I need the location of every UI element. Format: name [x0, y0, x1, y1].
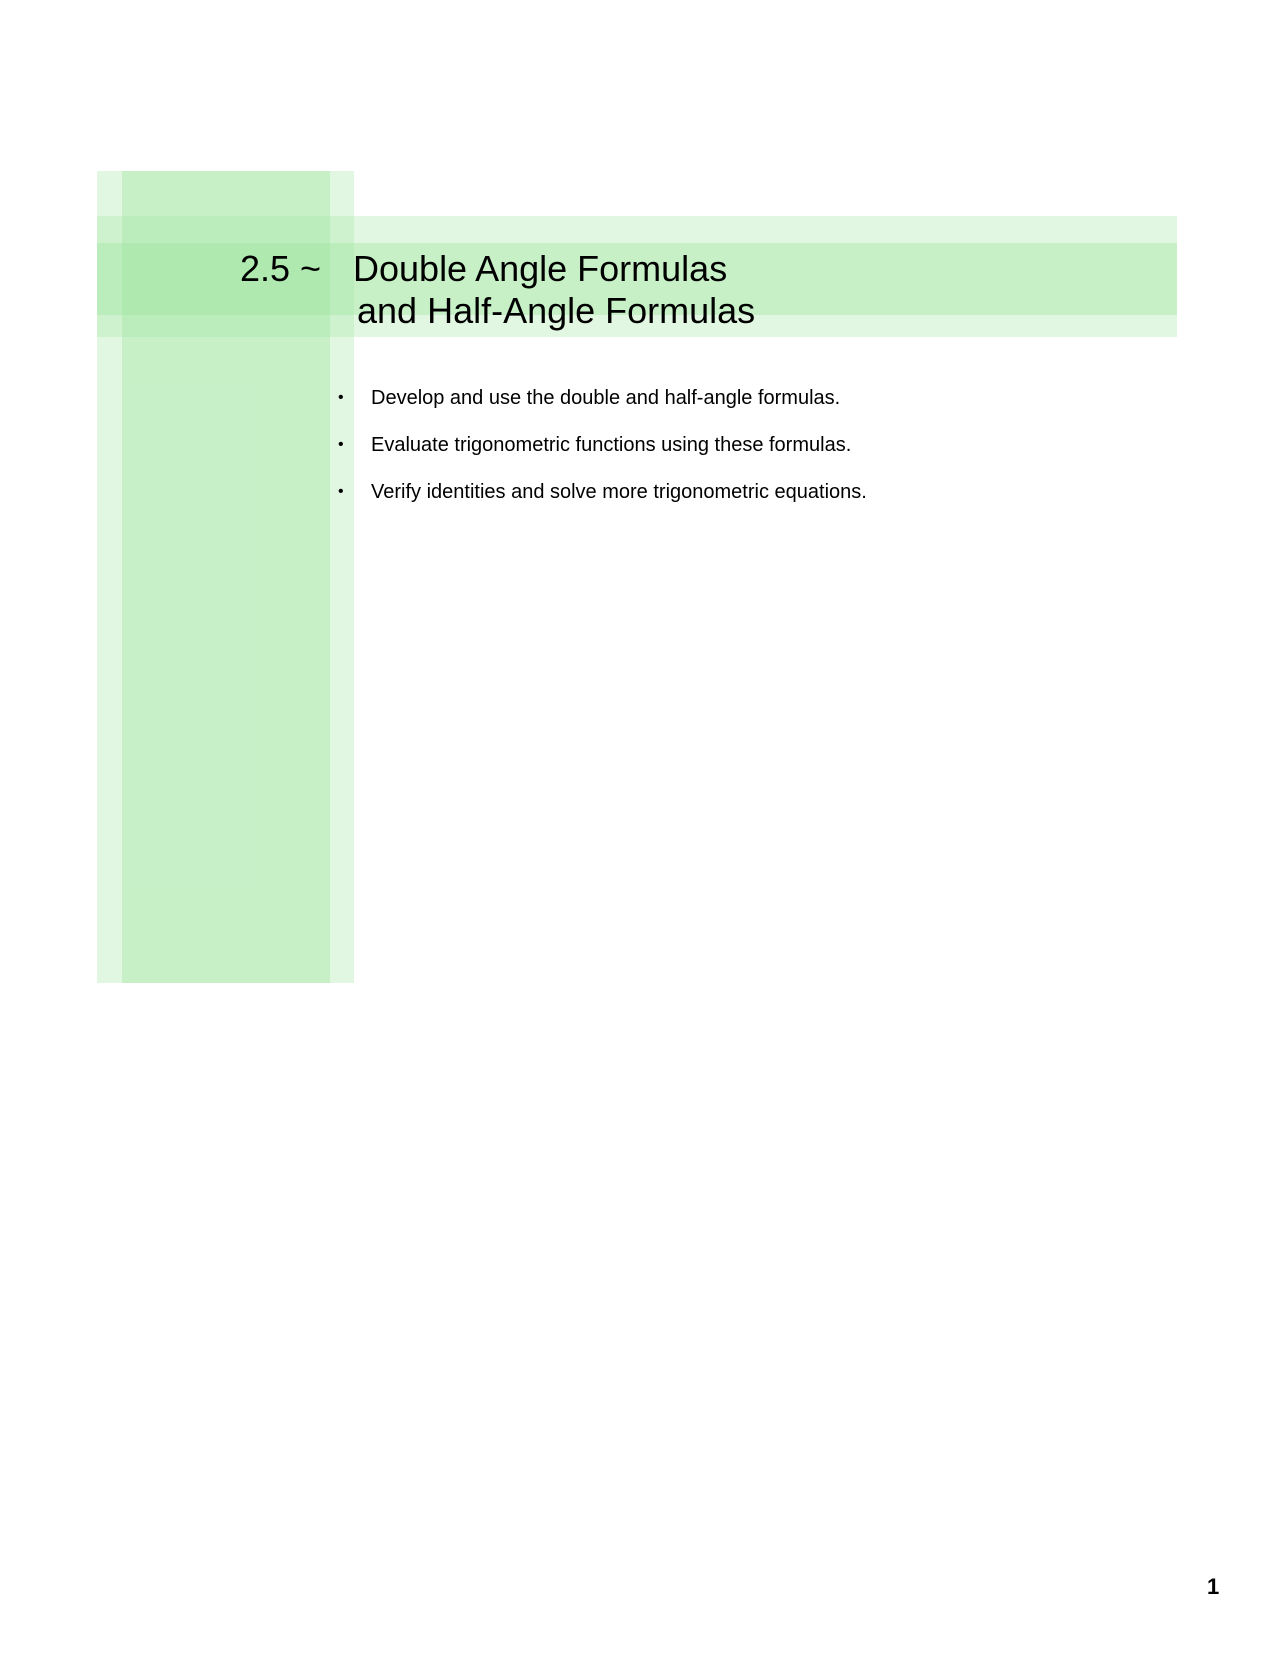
section-number: 2.5 ~ [240, 248, 322, 289]
list-item [338, 431, 867, 459]
bullet-icon: • [338, 436, 344, 453]
objectives-list [338, 384, 867, 525]
title-line-2: and Half-Angle Formulas [357, 290, 756, 331]
title-line-1: Double Angle Formulas [353, 248, 728, 289]
bullet-icon: • [338, 483, 344, 500]
list-item [338, 384, 867, 412]
bullet-icon: • [338, 389, 344, 406]
objective-text: Verify identities and solve more trigonometric equations. [371, 481, 867, 503]
objective-text: Evaluate trigonometric functions using these formulas. [371, 434, 852, 456]
objective-text: Develop and use the double and half-angle formulas. [371, 387, 841, 409]
list-item [338, 478, 867, 506]
section-title [240, 248, 755, 332]
page-number: 1 [1207, 1574, 1220, 1599]
